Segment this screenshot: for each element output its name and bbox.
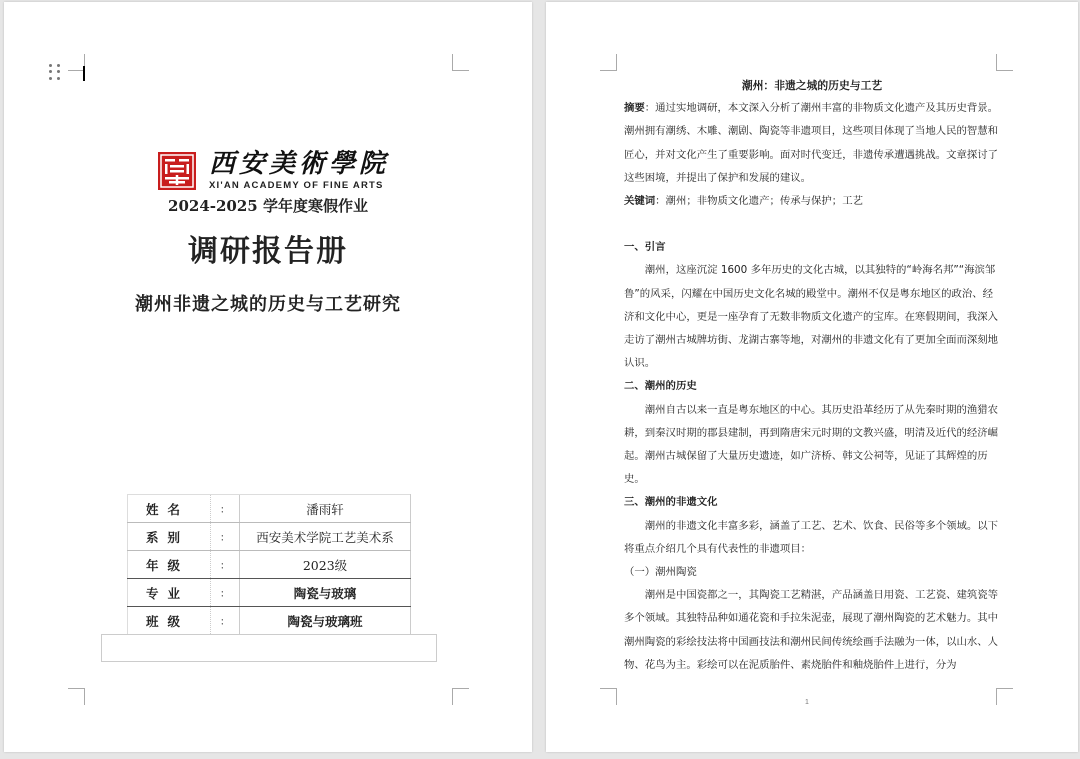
- info-label: 班 级: [128, 607, 211, 635]
- abstract-text: ：通过实地调研，本文深入分析了潮州丰富的非物质文化遗产及其历史背景。潮州拥有潮绣、木雕、潮剧、陶瓷等非遗项目，这些项目体现了当地人民的智慧和匠心，并对文化产生了重要影响。面对时代变迁，非遗传承遭遇挑战。文章探讨了这些困境，并提出了保护和发展的建议。: [624, 102, 999, 184]
- section-heading: 二、潮州的历史: [624, 380, 697, 393]
- info-label: 专 业: [128, 579, 211, 607]
- crop-mark: [452, 688, 469, 705]
- info-value-major[interactable]: 陶瓷与玻璃: [240, 579, 411, 607]
- keywords-paragraph: [624, 190, 1000, 213]
- table-row: [128, 551, 411, 579]
- table-move-handle-icon[interactable]: [49, 64, 61, 80]
- info-value-name[interactable]: 潘雨轩: [240, 495, 411, 523]
- page-number: 1: [805, 699, 809, 706]
- logo-chinese-name: 西安美術學院: [209, 149, 390, 179]
- info-value-class[interactable]: 陶瓷与玻璃班: [240, 607, 411, 635]
- student-info-table: [127, 494, 411, 635]
- crop-mark: [452, 54, 469, 71]
- info-colon: ：: [211, 579, 240, 607]
- info-colon: ：: [211, 551, 240, 579]
- keywords-text: ：潮州；非物质文化遗产；传承与保护；工艺: [655, 195, 863, 208]
- abstract-label: 摘要: [624, 102, 645, 115]
- empty-text-box[interactable]: [101, 634, 437, 662]
- crop-mark: [68, 688, 85, 705]
- info-label: 系 别: [128, 523, 211, 551]
- section-paragraph: 潮州的非遗文化丰富多彩，涵盖了工艺、艺术、饮食、民俗等多个领域。以下将重点介绍几个具有代表性的非遗项目：: [624, 519, 999, 555]
- table-row: [128, 607, 411, 635]
- cover-title: 调研报告册: [188, 234, 348, 269]
- table-row: [128, 579, 411, 607]
- keywords-label: 关键词: [624, 195, 656, 208]
- cover-subtitle: 潮州非遗之城的历史与工艺研究: [135, 294, 401, 315]
- crop-mark: [996, 688, 1013, 705]
- section-heading: 一、引言: [624, 241, 666, 254]
- report-title: 潮州：非遗之城的历史与工艺: [741, 79, 883, 92]
- text-cursor: [83, 66, 85, 81]
- info-value-grade[interactable]: 2023级: [240, 551, 411, 579]
- info-value-department[interactable]: 西安美术学院工艺美术系: [240, 523, 411, 551]
- info-label: 年 级: [128, 551, 211, 579]
- crop-mark: [600, 688, 617, 705]
- academy-seal-icon: [157, 151, 197, 191]
- info-colon: ：: [211, 495, 240, 523]
- section-heading: 三、潮州的非遗文化: [624, 496, 718, 509]
- section-paragraph: 潮州是中国瓷都之一，其陶瓷工艺精湛，产品涵盖日用瓷、工艺瓷、建筑瓷等多个领域。其独特品种如通花瓷和手拉朱泥壶，展现了潮州陶瓷的艺术魅力。其中潮州陶瓷的彩绘技法将中国画技法和潮州民间传统绘画手法融为一体，以山水、人物、花鸟为主。彩绘可以在泥质胎件、素烧胎件和釉烧胎件上进行，分为: [624, 589, 999, 671]
- table-row: [128, 523, 411, 551]
- info-colon: ：: [211, 607, 240, 635]
- info-label: 姓 名: [128, 495, 211, 523]
- abstract-paragraph: [624, 97, 1000, 190]
- logo-english-name: XI'AN ACADEMY OF FINE ARTS: [209, 180, 384, 191]
- section-paragraph: 潮州自古以来一直是粤东地区的中心。其历史沿革经历了从先秦时期的渔猎农耕，到秦汉时期的郡县建制，再到隋唐宋元时期的文教兴盛，明清及近代的经济崛起。潮州古城保留了大量历史遗迹，如广济桥、韩文公祠等，见证了其辉煌的历史。: [624, 403, 999, 486]
- crop-mark: [996, 54, 1013, 71]
- academy-logo: [157, 150, 389, 191]
- report-page: [546, 2, 1078, 752]
- subsection-heading: （一）潮州陶瓷: [624, 566, 697, 579]
- section-paragraph: 潮州，这座沉淀 1600 多年历史的文化古城，以其独特的“岭海名邦”“海滨邹鲁”的风采，闪耀在中国历史文化名城的殿堂中。潮州不仅是粤东地区的政治、经济和文化中心，更是一座孕育了无数非物质文化遗产的宝库。在寒假期间，我深入走访了潮州古城牌坊街、龙湖古寨等地，对潮州的非遗文化有了更加全面而深刻地认识。: [624, 264, 999, 370]
- report-body: [624, 74, 1000, 677]
- crop-mark: [600, 54, 617, 71]
- table-row: [128, 495, 411, 523]
- cover-page: [4, 2, 532, 752]
- academic-year-line: 2024-2025 学年度寒假作业: [168, 197, 368, 215]
- info-colon: ：: [211, 523, 240, 551]
